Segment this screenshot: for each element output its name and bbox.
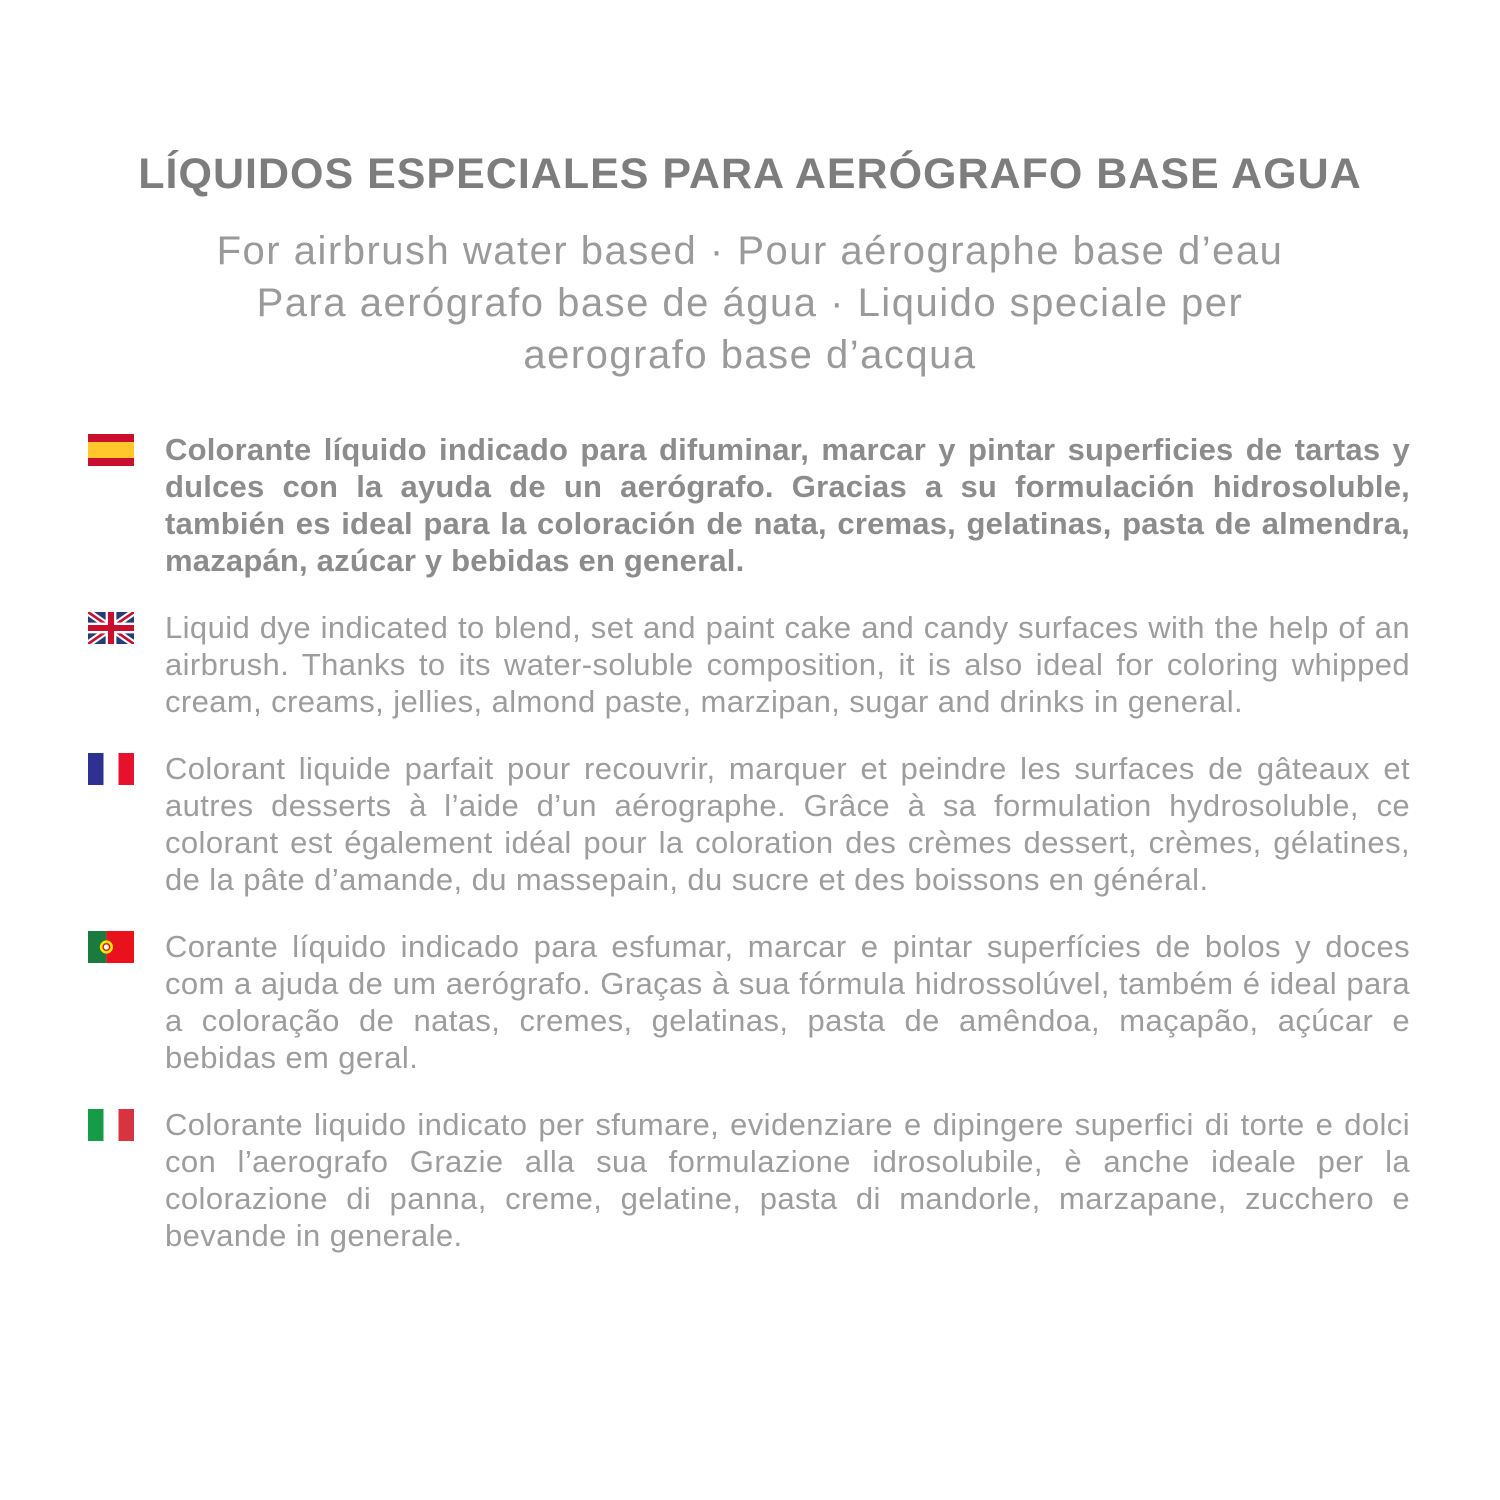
description-row-italian [88, 1106, 1410, 1254]
description-text-english: Liquid dye indicated to blend, set and paint cake and candy surfaces with the help of an airbrush. Thanks to its water-soluble composition, it is also ideal for coloring whipped cream, creams, jellies, almond paste, marzipan, sugar and drinks in general. [165, 610, 1410, 719]
page-subtitle [0, 225, 1500, 381]
france-flag-icon [88, 753, 134, 785]
portugal-flag-icon [88, 931, 134, 963]
description-row-french [88, 750, 1410, 898]
subtitle-line-2: Para aerógrafo base de água · Liquido speciale per [256, 281, 1244, 325]
spain-flag-icon [88, 434, 134, 466]
description-text-italian: Colorante liquido indicato per sfumare, evidenziare e dipingere superfici di torte e dolci con l’aerografo Grazie alla sua formulazione idrosolubile, è anche ideale per la colorazione di panna, creme, gelatine, pasta di mandorle, marzapane, zucchero e bevande in generale. [165, 1107, 1410, 1253]
description-text-portuguese: Corante líquido indicado para esfumar, marcar e pintar superfícies de bolos y doces com a ajuda de um aerógrafo. Graças à sua fórmula hidrossolúvel, também é ideal para a coloração de natas, cremes, gelatinas, pasta de amêndoa, maçapão, açúcar e bebidas em geral. [165, 929, 1410, 1075]
italy-flag-icon [88, 1109, 134, 1141]
subtitle-line-1: For airbrush water based · Pour aérographe base d’eau [216, 229, 1284, 273]
description-row-spanish [88, 431, 1410, 579]
united-kingdom-flag-icon [88, 612, 134, 644]
description-text-spanish: Colorante líquido indicado para difuminar, marcar y pintar superficies de tartas y dulces con la ayuda de un aerógrafo. Gracias a su formulación hidrosoluble, también es ideal para la coloración de nata, cremas, gelatinas, pasta de almendra, mazapán, azúcar y bebidas en general. [165, 432, 1410, 578]
description-text-french: Colorant liquide parfait pour recouvrir, marquer et peindre les surfaces de gâteaux et autres desserts à l’aide d’un aérographe. Grâce à sa formulation hydrosoluble, ce colorant est également idéal pour la coloration des crèmes dessert, crèmes, gélatines, de la pâte d’amande, du massepain, du sucre et des boissons en général. [165, 751, 1410, 897]
description-row-english [88, 609, 1410, 720]
description-row-portuguese [88, 928, 1410, 1076]
page-title: LÍQUIDOS ESPECIALES PARA AERÓGRAFO BASE AGUA [138, 150, 1362, 198]
descriptions-list [88, 431, 1410, 1254]
subtitle-line-3: aerografo base d’acqua [523, 333, 977, 377]
